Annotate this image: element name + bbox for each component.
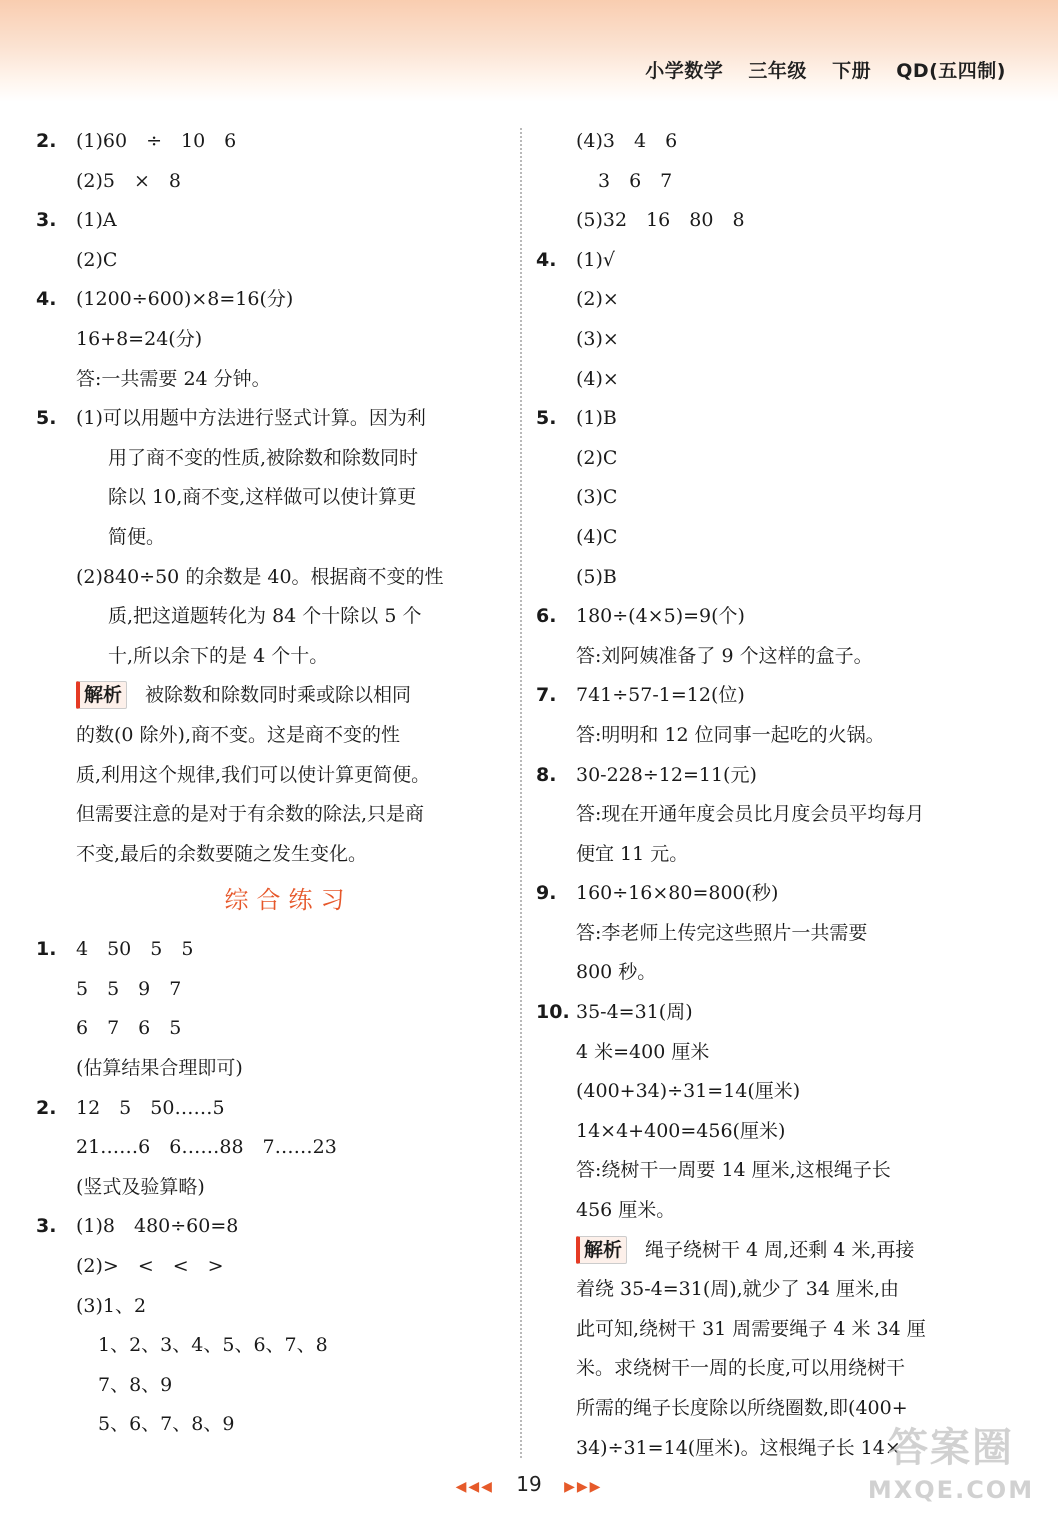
analysis-text: 被除数和除数同时乘或除以相同: [145, 684, 412, 707]
analysis-text: 所需的绳子长度除以所绕圈数,即(400+: [576, 1397, 908, 1419]
analysis-text: 34)÷31=14(厘米)。这根绳子长 14×: [576, 1436, 901, 1459]
answer-line: [36, 637, 501, 677]
header-title: [627, 56, 1006, 83]
answer-text: 除以 10,商不变,这样做可以使计算更: [108, 486, 417, 509]
answer-line: [536, 439, 1006, 479]
answer-text: 6 7 6 5: [76, 1017, 182, 1040]
answer-text: (2)×: [576, 288, 619, 311]
answer-line: [536, 518, 1006, 558]
page-header: [0, 0, 1058, 102]
answer-text: (2)C: [576, 446, 618, 469]
question-number: 5.: [536, 407, 557, 430]
analysis-text: 质,利用这个规律,我们可以使计算更简便。: [76, 763, 431, 786]
answer-line: [536, 1033, 1006, 1073]
question-number: 8.: [536, 763, 557, 786]
answer-text: (3)×: [576, 327, 619, 350]
question-number: 10.: [536, 1001, 570, 1024]
answer-text: (400+34)÷31=14(厘米): [576, 1080, 801, 1103]
analysis-line: [536, 1231, 1006, 1271]
answer-line: [36, 1326, 501, 1366]
answer-line: [36, 1366, 501, 1406]
answer-text: 456 厘米。: [576, 1199, 676, 1222]
answer-text: (1)A: [76, 209, 117, 232]
answer-line: [36, 558, 501, 598]
answer-text: 16+8=24(分): [76, 327, 203, 350]
answer-text: 便宜 11 元。: [576, 842, 689, 865]
answer-text: (4)3 4 6: [576, 130, 678, 152]
answer-line: [536, 953, 1006, 993]
right-column: [536, 122, 1006, 1468]
question-number: 5.: [36, 407, 57, 430]
answer-text: 5 5 9 7: [76, 977, 182, 1000]
watermark-url: MXQE.COM: [867, 1476, 1035, 1504]
answer-text: 180÷(4×5)=9(个): [576, 605, 745, 628]
answer-line: [536, 1072, 1006, 1112]
answer-text: 3 6 7: [598, 169, 673, 192]
question-number: 6.: [536, 605, 557, 628]
question-number: 2.: [36, 1096, 57, 1119]
analysis-text: 的数(0 除外),商不变。这是商不变的性: [76, 723, 400, 746]
analysis-text: 但需要注意的是对于有余数的除法,只是商: [76, 803, 425, 826]
answer-text: 答:绕树干一周要 14 厘米,这根绳子长: [576, 1159, 891, 1182]
analysis-text: 着绕 35-4=31(周),就少了 34 厘米,由: [576, 1278, 899, 1301]
answer-line: [536, 558, 1006, 598]
answer-line: [536, 360, 1006, 400]
question-number: 2.: [36, 130, 57, 152]
answer-line: [536, 993, 1006, 1033]
answer-line: [36, 280, 501, 320]
watermark: [856, 1420, 1046, 1530]
answer-text: (2)840÷50 的余数是 40。根据商不变的性: [76, 565, 444, 588]
answer-text: (1200÷600)×8=16(分): [76, 288, 294, 311]
answer-text: (竖式及验算略): [76, 1175, 205, 1198]
answer-text: 741÷57-1=12(位): [576, 684, 745, 707]
analysis-line: [536, 1270, 1006, 1310]
answer-line: [36, 162, 501, 202]
next-arrows-icon: ▶▶▶: [564, 1479, 603, 1495]
answer-line: [36, 122, 501, 162]
page-number: 19: [516, 1472, 542, 1496]
analysis-text: 米。求绕树干一周的长度,可以用绕树干: [576, 1357, 906, 1380]
analysis-line: [536, 1349, 1006, 1389]
answer-line: [36, 241, 501, 281]
answer-line: [36, 970, 501, 1010]
answer-line: [536, 162, 1006, 202]
answer-text: 5、6、7、8、9: [98, 1413, 235, 1436]
answer-line: [536, 478, 1006, 518]
analysis-text: 此可知,绕树干 31 周需要绳子 4 米 34 厘: [576, 1317, 926, 1340]
answer-text: 答:明明和 12 位同事一起吃的火锅。: [576, 723, 885, 746]
answer-line: [36, 1405, 501, 1445]
answer-line: [36, 1089, 501, 1129]
answer-line: [536, 1112, 1006, 1152]
answer-line: [536, 756, 1006, 796]
answer-line: [536, 1151, 1006, 1191]
answer-text: (2)5 × 8: [76, 169, 182, 192]
answer-line: [36, 1128, 501, 1168]
answer-text: 答:一共需要 24 分钟。: [76, 367, 271, 390]
answer-text: (1)可以用题中方法进行竖式计算。因为利: [76, 407, 426, 430]
header-subject: 小学数学: [645, 60, 724, 82]
answer-text: (1)60 ÷ 10 6: [76, 130, 237, 152]
answer-text: 用了商不变的性质,被除数和除数同时: [108, 446, 419, 469]
answer-line: [536, 795, 1006, 835]
answer-line: [536, 716, 1006, 756]
analysis-text: 不变,最后的余数要随之发生变化。: [76, 842, 368, 865]
question-number: 3.: [36, 209, 57, 232]
question-number: 1.: [36, 938, 57, 961]
question-number: 3.: [36, 1215, 57, 1238]
analysis-label: 解析: [576, 1236, 627, 1264]
answer-line: [36, 930, 501, 970]
answer-line: [536, 241, 1006, 281]
answer-line: [536, 399, 1006, 439]
watermark-logo: 答案圈: [888, 1425, 1014, 1471]
answer-text: 160÷16×80=800(秒): [576, 882, 779, 905]
answer-text: 30-228÷12=11(元): [576, 763, 757, 786]
answer-line: [36, 597, 501, 637]
answer-line: [536, 874, 1006, 914]
column-divider: [520, 128, 522, 1458]
answer-text: (1)√: [576, 248, 616, 271]
answer-line: [36, 320, 501, 360]
analysis-line: [36, 756, 501, 796]
analysis-line: [36, 676, 501, 716]
answer-line: [36, 1009, 501, 1049]
answer-line: [536, 320, 1006, 360]
answer-line: [36, 399, 501, 439]
answer-line: [536, 835, 1006, 875]
answer-text: (3)1、2: [76, 1294, 147, 1317]
answer-line: [36, 201, 501, 241]
answer-text: 1、2、3、4、5、6、7、8: [98, 1334, 328, 1357]
answer-text: 800 秒。: [576, 961, 657, 984]
answer-text: 7、8、9: [98, 1373, 173, 1396]
answer-text: 答:李老师上传完这些照片一共需要: [576, 921, 868, 944]
answer-text: (1)8 480÷60=8: [76, 1215, 239, 1238]
answer-line: [536, 597, 1006, 637]
left-column: [36, 122, 501, 1445]
answer-line: [36, 1049, 501, 1089]
answer-text: (4)×: [576, 367, 619, 390]
answer-text: 答:现在开通年度会员比月度会员平均每月: [576, 803, 925, 826]
analysis-line: [36, 795, 501, 835]
answer-line: [536, 676, 1006, 716]
answer-text: (2)> < < >: [76, 1255, 224, 1278]
question-number: 4.: [36, 288, 57, 311]
answer-text: 质,把这道题转化为 84 个十除以 5 个: [108, 605, 422, 628]
answer-text: (2)C: [76, 248, 118, 271]
answer-line: [536, 122, 1006, 162]
answer-text: 35-4=31(周): [576, 1001, 693, 1024]
answer-text: 简便。: [108, 525, 166, 548]
answer-line: [36, 1168, 501, 1208]
answer-text: 十,所以余下的是 4 个十。: [108, 644, 329, 667]
answer-line: [36, 478, 501, 518]
analysis-label: 解析: [76, 681, 127, 709]
answer-text: 12 5 50……5: [76, 1096, 225, 1119]
answer-line: [536, 201, 1006, 241]
answer-line: [36, 1207, 501, 1247]
answer-line: [536, 1191, 1006, 1231]
answer-line: [36, 1287, 501, 1327]
answer-text: 4 50 5 5: [76, 938, 194, 961]
answer-line: [36, 439, 501, 479]
answer-text: (5)B: [576, 565, 617, 588]
answer-text: 答:刘阿姨准备了 9 个这样的盒子。: [576, 644, 873, 667]
answer-text: 4 米=400 厘米: [576, 1040, 710, 1063]
answer-line: [536, 280, 1006, 320]
header-edition: QD(五四制): [896, 60, 1006, 82]
question-number: 7.: [536, 684, 557, 707]
answer-text: (1)B: [576, 407, 617, 430]
analysis-line: [36, 835, 501, 875]
question-number: 4.: [536, 248, 557, 271]
section-title: 综合练习: [224, 886, 353, 915]
answer-text: (3)C: [576, 486, 618, 509]
header-volume: 下册: [832, 60, 872, 82]
prev-arrows-icon: ◀◀◀: [455, 1479, 494, 1495]
analysis-text: 绳子绕树干 4 周,还剩 4 米,再接: [645, 1238, 915, 1261]
answer-text: 21……6 6……88 7……23: [76, 1136, 337, 1159]
header-grade: 三年级: [748, 60, 807, 82]
answer-text: (估算结果合理即可): [76, 1057, 243, 1080]
answer-line: [36, 1247, 501, 1287]
analysis-line: [536, 1310, 1006, 1350]
answer-text: (4)C: [576, 525, 618, 548]
answer-line: [536, 914, 1006, 954]
answer-line: [36, 360, 501, 400]
answer-line: [536, 637, 1006, 677]
answer-line: [36, 518, 501, 558]
answer-text: 14×4+400=456(厘米): [576, 1119, 786, 1142]
question-number: 9.: [536, 882, 557, 905]
answer-text: (5)32 16 80 8: [576, 209, 745, 232]
analysis-line: [36, 716, 501, 756]
